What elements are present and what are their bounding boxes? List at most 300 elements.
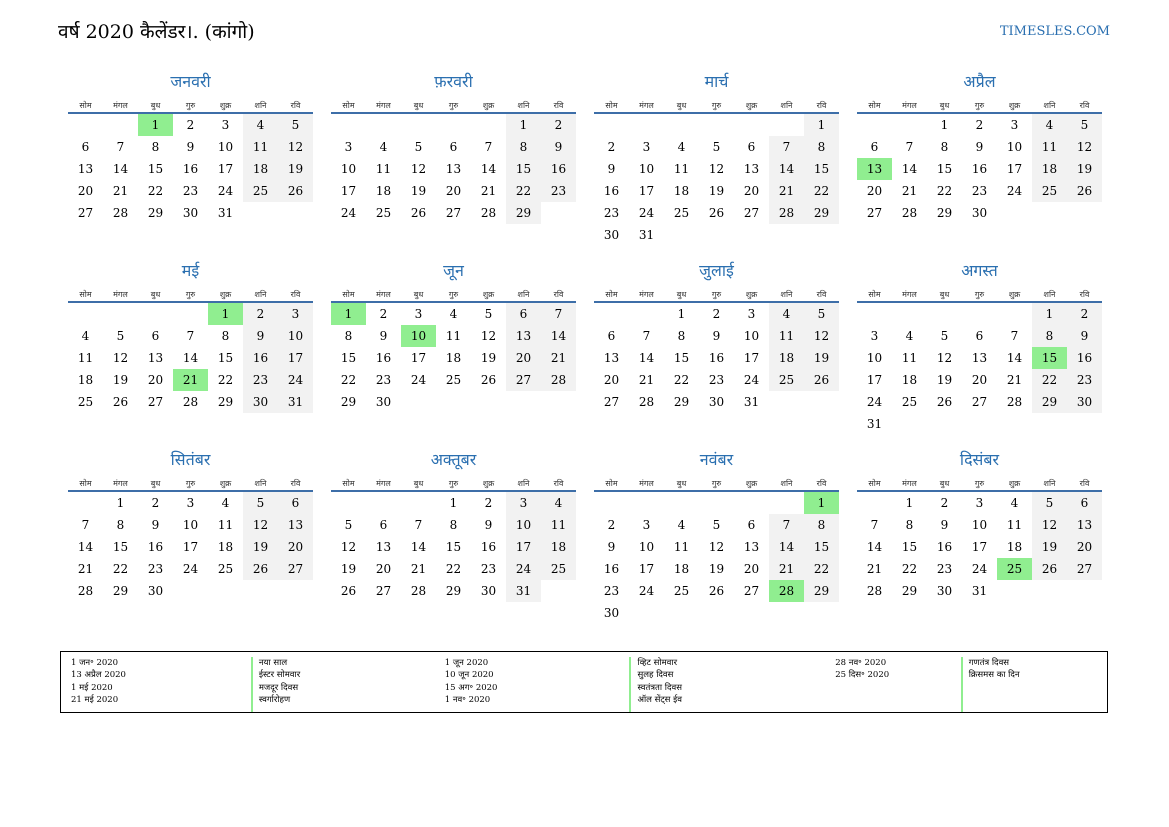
week-row xyxy=(68,347,313,369)
weekday-header: सोम xyxy=(857,100,892,113)
week-row xyxy=(331,113,576,136)
day-cell: 6 xyxy=(975,329,984,343)
day-cell xyxy=(997,302,1032,325)
day-cell xyxy=(769,224,804,246)
day-cell: 25 xyxy=(217,562,234,576)
day-cell: 30 xyxy=(243,391,278,413)
day-cell: 25 xyxy=(541,558,576,580)
holiday-name: स्वर्गारोहण xyxy=(258,694,291,705)
day-cell xyxy=(629,491,664,514)
day-cell: 21 xyxy=(769,180,804,202)
weekday-header: मंगल xyxy=(892,100,927,113)
weekday-header: बुध xyxy=(927,478,962,491)
day-cell xyxy=(243,202,278,224)
day-cell: 3 xyxy=(414,307,423,321)
day-cell: 14 xyxy=(866,540,883,554)
day-cell: 13 xyxy=(278,514,313,536)
day-cell: 27 xyxy=(147,395,164,409)
day-cell: 1 xyxy=(208,302,243,325)
day-cell: 19 xyxy=(480,351,497,365)
day-cell: 13 xyxy=(77,162,94,176)
holiday-name: व्हिट सोमवार xyxy=(637,658,678,668)
weekday-header: गुरु xyxy=(173,100,208,113)
week-row xyxy=(857,391,1102,413)
day-cell: 11 xyxy=(901,351,918,365)
holiday-date: 28 नव॰ 2020 xyxy=(835,658,887,668)
day-cell: 28 xyxy=(77,584,94,598)
month-name: जुलाई xyxy=(699,261,734,280)
day-cell: 4 xyxy=(677,140,686,154)
day-cell: 27 xyxy=(866,206,883,220)
day-cell: 27 xyxy=(743,206,760,220)
day-cell: 13 xyxy=(857,158,892,180)
day-cell: 21 xyxy=(638,373,655,387)
day-cell xyxy=(769,602,804,624)
week-row xyxy=(68,180,313,202)
day-cell: 8 xyxy=(116,518,125,532)
weekday-header: सोम xyxy=(331,289,366,302)
day-cell: 11 xyxy=(673,540,690,554)
weekday-header: मंगल xyxy=(103,478,138,491)
week-row xyxy=(331,347,576,369)
day-cell: 22 xyxy=(147,184,164,198)
day-cell: 28 xyxy=(112,206,129,220)
day-cell: 14 xyxy=(77,540,94,554)
month-table xyxy=(857,100,1102,224)
weekday-header: रवि xyxy=(804,289,839,302)
day-cell: 8 xyxy=(940,140,949,154)
week-row xyxy=(594,113,839,136)
day-cell: 2 xyxy=(940,496,949,510)
day-cell xyxy=(857,491,892,514)
day-cell: 31 xyxy=(743,395,760,409)
month-calendar xyxy=(331,70,576,246)
day-cell: 13 xyxy=(147,351,164,365)
weekday-header: शनि xyxy=(769,100,804,113)
day-cell xyxy=(68,302,103,325)
day-cell: 13 xyxy=(506,325,541,347)
day-cell: 23 xyxy=(147,562,164,576)
day-cell xyxy=(366,491,401,514)
day-cell: 18 xyxy=(243,158,278,180)
day-cell: 27 xyxy=(971,395,988,409)
day-cell: 12 xyxy=(936,351,953,365)
week-row xyxy=(594,302,839,325)
day-cell: 20 xyxy=(278,536,313,558)
day-cell xyxy=(331,113,366,136)
day-cell: 16 xyxy=(603,184,620,198)
day-cell: 16 xyxy=(375,351,392,365)
holiday-dates-column xyxy=(61,657,251,712)
holiday-name: स्वतंत्रता दिवस xyxy=(637,682,682,693)
day-cell: 29 xyxy=(147,206,164,220)
month-calendar xyxy=(594,448,839,624)
day-cell xyxy=(331,491,366,514)
day-cell: 20 xyxy=(77,184,94,198)
weekday-header: गुरु xyxy=(436,289,471,302)
month-calendar xyxy=(331,259,576,435)
day-cell xyxy=(541,202,576,224)
weekday-header: गुरु xyxy=(699,478,734,491)
month-calendar xyxy=(857,70,1102,246)
day-cell: 28 xyxy=(182,395,199,409)
weekday-header: शुक्र xyxy=(208,289,243,302)
day-cell: 7 xyxy=(870,518,879,532)
day-cell: 16 xyxy=(936,540,953,554)
month-row xyxy=(68,448,1102,624)
day-cell xyxy=(401,113,436,136)
day-cell xyxy=(927,413,962,435)
day-cell xyxy=(804,224,839,246)
day-cell: 22 xyxy=(673,373,690,387)
day-cell: 12 xyxy=(278,136,313,158)
day-cell: 18 xyxy=(673,184,690,198)
week-row xyxy=(68,202,313,224)
day-cell: 12 xyxy=(1032,514,1067,536)
holiday-date: 15 अग॰ 2020 xyxy=(444,682,498,693)
day-cell: 29 xyxy=(112,584,129,598)
day-cell: 16 xyxy=(541,158,576,180)
day-cell: 12 xyxy=(112,351,129,365)
weekday-header: गुरु xyxy=(962,289,997,302)
holiday-name: गणतंत्र दिवस xyxy=(968,658,1010,668)
day-cell: 1 xyxy=(677,307,686,321)
day-cell xyxy=(1032,413,1067,435)
day-cell: 28 xyxy=(769,202,804,224)
day-cell: 24 xyxy=(278,369,313,391)
day-cell: 4 xyxy=(221,496,230,510)
day-cell: 11 xyxy=(1032,136,1067,158)
day-cell: 19 xyxy=(1067,158,1102,180)
day-cell: 1 xyxy=(331,302,366,325)
day-cell: 23 xyxy=(603,584,620,598)
day-cell: 20 xyxy=(971,373,988,387)
day-cell: 2 xyxy=(975,118,984,132)
day-cell: 18 xyxy=(769,347,804,369)
day-cell xyxy=(471,113,506,136)
day-cell xyxy=(1067,202,1102,224)
day-cell: 28 xyxy=(866,584,883,598)
week-row xyxy=(331,514,576,536)
week-row xyxy=(857,536,1102,558)
week-row xyxy=(857,136,1102,158)
day-cell: 11 xyxy=(375,162,392,176)
day-cell: 6 xyxy=(747,140,756,154)
weekday-header: रवि xyxy=(1067,478,1102,491)
day-cell: 22 xyxy=(901,562,918,576)
day-cell xyxy=(1032,580,1067,602)
day-cell xyxy=(103,113,138,136)
day-cell xyxy=(68,491,103,514)
day-cell: 5 xyxy=(116,329,125,343)
day-cell: 16 xyxy=(708,351,725,365)
day-cell: 2 xyxy=(1067,302,1102,325)
day-cell: 15 xyxy=(506,158,541,180)
month-table xyxy=(68,478,313,602)
day-cell: 15 xyxy=(217,351,234,365)
day-cell xyxy=(769,491,804,514)
day-cell: 4 xyxy=(243,113,278,136)
day-cell: 10 xyxy=(638,162,655,176)
week-row xyxy=(594,202,839,224)
day-cell xyxy=(541,391,576,413)
day-cell xyxy=(1032,202,1067,224)
day-cell: 3 xyxy=(642,518,651,532)
day-cell: 8 xyxy=(905,518,914,532)
day-cell xyxy=(173,302,208,325)
day-cell: 19 xyxy=(112,373,129,387)
day-cell: 16 xyxy=(147,540,164,554)
week-row xyxy=(594,180,839,202)
day-cell xyxy=(68,113,103,136)
day-cell xyxy=(629,602,664,624)
week-row xyxy=(594,158,839,180)
weekday-header: शुक्र xyxy=(997,289,1032,302)
week-row xyxy=(594,224,839,246)
day-cell: 4 xyxy=(81,329,90,343)
day-cell: 31 xyxy=(278,391,313,413)
day-cell: 3 xyxy=(186,496,195,510)
month-calendar xyxy=(594,259,839,435)
day-cell: 21 xyxy=(480,184,497,198)
weekday-header: बुध xyxy=(664,289,699,302)
weekday-header: शनि xyxy=(243,289,278,302)
day-cell: 5 xyxy=(344,518,353,532)
day-cell xyxy=(594,113,629,136)
day-cell: 6 xyxy=(81,140,90,154)
day-cell: 22 xyxy=(445,562,462,576)
day-cell: 13 xyxy=(743,540,760,554)
week-row xyxy=(594,391,839,413)
day-cell: 27 xyxy=(743,584,760,598)
day-cell: 19 xyxy=(243,536,278,558)
day-cell: 4 xyxy=(905,329,914,343)
weekday-header: रवि xyxy=(278,100,313,113)
month-table xyxy=(331,478,576,602)
day-cell: 1 xyxy=(804,113,839,136)
day-cell: 10 xyxy=(638,540,655,554)
weekday-header: गुरु xyxy=(699,100,734,113)
day-cell: 24 xyxy=(638,584,655,598)
day-cell: 3 xyxy=(221,118,230,132)
week-row xyxy=(68,158,313,180)
holiday-name: क्रिसमस का दिन xyxy=(968,670,1020,681)
day-cell: 9 xyxy=(151,518,160,532)
day-cell: 20 xyxy=(506,347,541,369)
day-cell: 29 xyxy=(804,580,839,602)
day-cell: 9 xyxy=(484,518,493,532)
weekday-header: मंगल xyxy=(629,100,664,113)
day-cell: 4 xyxy=(677,518,686,532)
month-table xyxy=(594,100,839,246)
day-cell: 26 xyxy=(708,206,725,220)
day-cell xyxy=(436,113,471,136)
day-cell: 23 xyxy=(971,184,988,198)
holiday-list xyxy=(60,651,1108,713)
day-cell: 2 xyxy=(541,113,576,136)
day-cell xyxy=(629,113,664,136)
day-cell: 18 xyxy=(673,562,690,576)
day-cell: 4 xyxy=(379,140,388,154)
day-cell: 19 xyxy=(708,184,725,198)
day-cell: 19 xyxy=(410,184,427,198)
month-table xyxy=(857,289,1102,435)
holiday-date: 25 दिस॰ 2020 xyxy=(835,670,890,681)
day-cell: 11 xyxy=(673,162,690,176)
month-name: सितंबर xyxy=(170,450,211,469)
day-cell: 20 xyxy=(866,184,883,198)
day-cell: 3 xyxy=(344,140,353,154)
week-row xyxy=(594,558,839,580)
day-cell: 27 xyxy=(445,206,462,220)
day-cell: 16 xyxy=(243,347,278,369)
month-calendar xyxy=(68,448,313,624)
day-cell: 10 xyxy=(506,514,541,536)
day-cell: 26 xyxy=(480,373,497,387)
day-cell: 21 xyxy=(1006,373,1023,387)
day-cell: 18 xyxy=(901,373,918,387)
day-cell xyxy=(997,580,1032,602)
day-cell: 30 xyxy=(480,584,497,598)
day-cell: 5 xyxy=(278,113,313,136)
day-cell: 25 xyxy=(375,206,392,220)
day-cell: 26 xyxy=(340,584,357,598)
day-cell xyxy=(769,391,804,413)
day-cell: 10 xyxy=(743,329,760,343)
day-cell: 22 xyxy=(804,558,839,580)
weekday-header: शनि xyxy=(1032,100,1067,113)
day-cell xyxy=(629,302,664,325)
day-cell: 7 xyxy=(1010,329,1019,343)
weekday-header: मंगल xyxy=(366,289,401,302)
day-cell: 8 xyxy=(151,140,160,154)
day-cell: 1 xyxy=(804,491,839,514)
day-cell: 5 xyxy=(712,140,721,154)
day-cell: 28 xyxy=(901,206,918,220)
weekday-header: गुरु xyxy=(962,478,997,491)
day-cell: 10 xyxy=(1006,140,1023,154)
day-cell: 26 xyxy=(936,395,953,409)
month-name: अप्रैल xyxy=(963,72,996,91)
week-row xyxy=(857,302,1102,325)
weekday-header: मंगल xyxy=(103,289,138,302)
week-row xyxy=(594,580,839,602)
weekday-header: शुक्र xyxy=(208,478,243,491)
weekday-header: गुरु xyxy=(699,289,734,302)
weekday-header: सोम xyxy=(68,478,103,491)
day-cell: 30 xyxy=(708,395,725,409)
day-cell xyxy=(699,224,734,246)
day-cell: 24 xyxy=(217,184,234,198)
holiday-date: 1 जून 2020 xyxy=(444,658,489,668)
day-cell: 3 xyxy=(870,329,879,343)
weekday-header: सोम xyxy=(68,289,103,302)
day-cell: 23 xyxy=(603,206,620,220)
holiday-date: 13 अप्रैल 2020 xyxy=(71,670,126,681)
day-cell: 24 xyxy=(340,206,357,220)
day-cell: 6 xyxy=(506,302,541,325)
day-cell: 14 xyxy=(112,162,129,176)
day-cell: 15 xyxy=(901,540,918,554)
day-cell: 24 xyxy=(743,373,760,387)
weekday-header: रवि xyxy=(278,478,313,491)
day-cell: 18 xyxy=(375,184,392,198)
day-cell: 20 xyxy=(743,184,760,198)
day-cell: 10 xyxy=(340,162,357,176)
day-cell: 29 xyxy=(506,202,541,224)
day-cell: 21 xyxy=(769,558,804,580)
day-cell xyxy=(857,302,892,325)
day-cell: 24 xyxy=(1006,184,1023,198)
day-cell: 19 xyxy=(804,347,839,369)
day-cell: 6 xyxy=(278,491,313,514)
day-cell: 10 xyxy=(866,351,883,365)
day-cell: 8 xyxy=(677,329,686,343)
day-cell: 1 xyxy=(1032,302,1067,325)
day-cell: 23 xyxy=(375,373,392,387)
weekday-header: शनि xyxy=(506,478,541,491)
week-row xyxy=(331,536,576,558)
weekday-header: सोम xyxy=(331,478,366,491)
site-link[interactable]: TIMESLES.COM xyxy=(999,24,1110,39)
day-cell: 7 xyxy=(484,140,493,154)
day-cell: 9 xyxy=(243,325,278,347)
day-cell: 3 xyxy=(975,496,984,510)
week-row xyxy=(68,369,313,391)
weekday-header: शनि xyxy=(243,100,278,113)
day-cell: 23 xyxy=(182,184,199,198)
week-row xyxy=(68,580,313,602)
week-row xyxy=(331,136,576,158)
week-row xyxy=(331,391,576,413)
day-cell: 21 xyxy=(112,184,129,198)
week-row xyxy=(857,113,1102,136)
week-row xyxy=(857,514,1102,536)
day-cell: 5 xyxy=(484,307,493,321)
day-cell: 30 xyxy=(971,206,988,220)
day-cell xyxy=(892,413,927,435)
day-cell: 14 xyxy=(638,351,655,365)
weekday-header: बुध xyxy=(138,289,173,302)
week-row xyxy=(331,491,576,514)
day-cell: 12 xyxy=(1067,136,1102,158)
day-cell: 21 xyxy=(541,347,576,369)
day-cell: 6 xyxy=(607,329,616,343)
day-cell xyxy=(892,113,927,136)
day-cell: 16 xyxy=(480,540,497,554)
day-cell: 29 xyxy=(217,395,234,409)
week-row xyxy=(68,302,313,325)
day-cell xyxy=(962,413,997,435)
day-cell: 14 xyxy=(182,351,199,365)
month-table xyxy=(594,478,839,624)
day-cell: 10 xyxy=(401,325,436,347)
day-cell: 28 xyxy=(410,584,427,598)
month-name: जनवरी xyxy=(170,72,211,91)
day-cell: 8 xyxy=(506,136,541,158)
day-cell: 14 xyxy=(480,162,497,176)
day-cell xyxy=(243,580,278,602)
day-cell xyxy=(1067,413,1102,435)
week-row xyxy=(68,113,313,136)
day-cell: 12 xyxy=(410,162,427,176)
day-cell: 24 xyxy=(410,373,427,387)
weekday-header: बुध xyxy=(401,289,436,302)
day-cell: 11 xyxy=(217,518,234,532)
day-cell: 23 xyxy=(480,562,497,576)
day-cell: 4 xyxy=(541,491,576,514)
month-name: मई xyxy=(181,261,200,280)
